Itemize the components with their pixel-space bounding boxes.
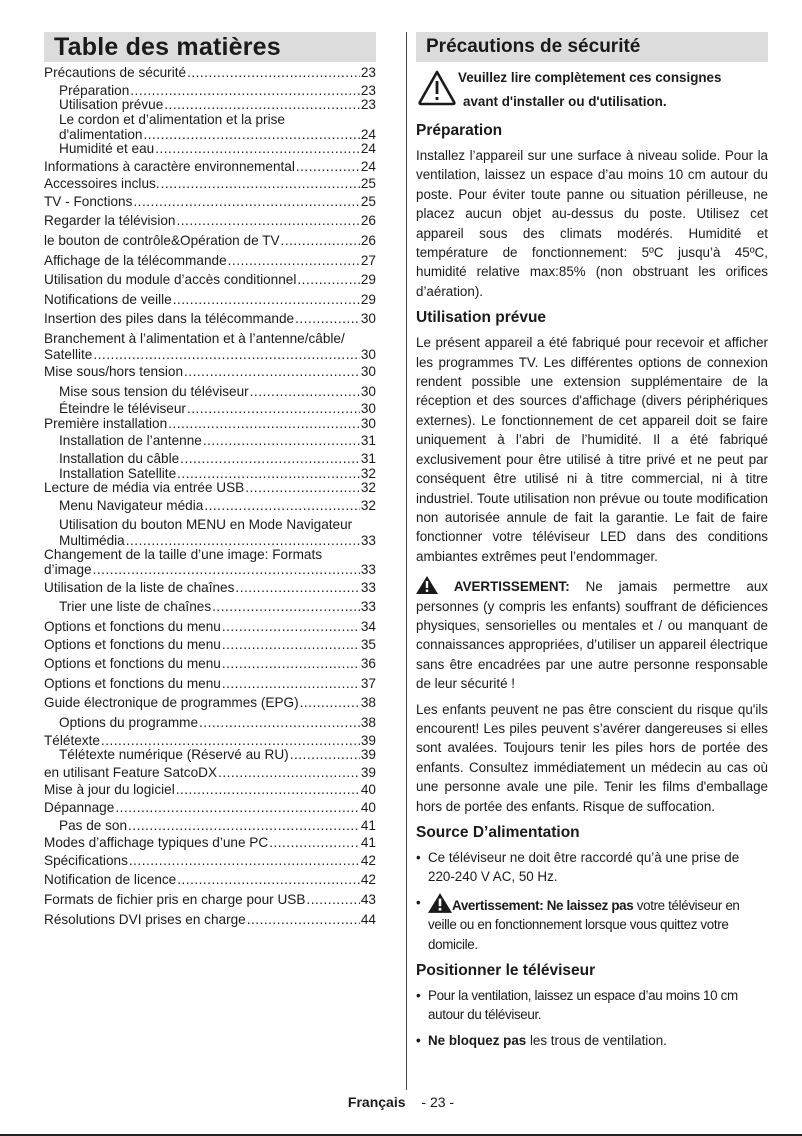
toc-entry-label: Guide électronique de programmes (EPG) (44, 695, 299, 711)
toc-entry[interactable] (44, 293, 376, 307)
toc-entry[interactable] (44, 836, 376, 850)
toc-entry-page: 30 (360, 311, 376, 327)
toc-leader-dots (296, 160, 360, 174)
toc-entry[interactable] (44, 548, 376, 577)
toc-entry[interactable] (44, 657, 376, 671)
positioning-bullet-1-text: Pour la ventilation, laissez un espace d’au moins 10 cm autour du téléviseur. (428, 988, 738, 1023)
warning-paragraph (416, 576, 768, 693)
toc-entry[interactable] (44, 385, 376, 399)
toc-entry[interactable] (44, 677, 376, 691)
toc-entry[interactable] (44, 499, 376, 513)
toc-entry[interactable] (44, 332, 376, 361)
toc-leader-dots (199, 716, 360, 730)
toc-entry-label: en utilisant Feature SatcoDX (44, 764, 218, 780)
intro-line-1: Veuillez lire complètement ces consignes (458, 70, 722, 85)
toc-entry[interactable] (44, 214, 376, 228)
toc-entry-page: 30 (360, 415, 376, 431)
toc-leader-dots (155, 142, 360, 156)
toc-entry-page: 33 (360, 579, 376, 595)
preparation-heading: Préparation (416, 122, 503, 139)
positioning-bullet-2-text: les trous de ventilation. (526, 1032, 667, 1048)
toc-entry-label: Installation de l’antenne (59, 433, 202, 449)
power-source-heading: Source D’alimentation (416, 824, 580, 841)
toc-leader-dots (269, 836, 360, 850)
toc-entry-page: 42 (360, 872, 376, 888)
toc-leader-dots (306, 893, 359, 907)
warning-text: Ne jamais permettre aux personnes (y compris les enfants) souffrant de déficiences physiques, sensorielles ou mentales et / ou manquant de connaissances appropriées, d’utiliser un appareil électrique sans être encadrées par une autre personne responsable de leur sécurité ! (416, 579, 768, 692)
toc-entry-page: 29 (360, 272, 376, 288)
toc-entry-page: 30 (360, 383, 376, 399)
toc-entry[interactable] (44, 873, 376, 887)
table-of-contents (44, 32, 376, 932)
toc-entry-page: 32 (360, 465, 376, 481)
toc-entry-label: Accessoires inclus. (44, 176, 160, 192)
toc-entry-page: 26 (360, 232, 376, 248)
toc-entry-label: Mise sous/hors tension (44, 364, 184, 380)
children-text: Les enfants peuvent ne pas être conscient du risque qu'ils encourent! Les piles peuvent s’avérer dangereuses si elles sont avalées. Toujours tenir les piles hors de portée des enfants. Consultez immédiatement un médecin au cas où une personne avale une pile. Tenir les films d'emballage hors de portée des enfants. Risque de suffocation. (416, 701, 768, 814)
toc-entry[interactable] (44, 417, 376, 431)
toc-leader-dots (222, 620, 360, 634)
toc-entry-page: 25 (360, 176, 376, 192)
toc-entry-page: 39 (360, 732, 376, 748)
toc-entry[interactable] (44, 913, 376, 927)
toc-entry[interactable] (44, 402, 376, 416)
toc-entry-page: 44 (360, 911, 376, 927)
toc-leader-dots (180, 452, 360, 466)
toc-entry-label: Précautions de sécurité (44, 65, 187, 80)
toc-leader-dots (164, 98, 360, 112)
toc-entry-page: 23 (360, 82, 376, 98)
toc-entry-label-line1: Changement de la taille d’une image: Formats (44, 546, 323, 562)
toc-entry-label: Préparation (59, 82, 130, 98)
toc-entry-label: Notifications de veille (44, 291, 172, 307)
toc-entry-label: Menu Navigateur média (59, 497, 204, 513)
toc-leader-dots (93, 348, 360, 362)
toc-leader-dots (187, 402, 360, 416)
toc-leader-dots (173, 293, 360, 307)
toc-entry[interactable] (44, 66, 376, 80)
toc-entry-page: 42 (360, 852, 376, 868)
toc-entry-page: 35 (360, 636, 376, 652)
toc-entry-page: 32 (360, 480, 376, 496)
toc-entry[interactable] (44, 620, 376, 634)
toc-entry-page: 43 (360, 891, 376, 907)
power-bullet-2-text: votre téléviseur en veille ou en fonctionnement lorsque vous quittez votre domicile. (428, 897, 740, 952)
bullet-marker: • (416, 1032, 421, 1048)
toc-leader-dots (130, 84, 360, 98)
toc-entry-page: 38 (360, 714, 376, 730)
toc-entry-page: 41 (360, 835, 376, 851)
toc-entry-label: Options et fonctions du menu (44, 619, 221, 634)
bullet-marker: • (416, 894, 421, 910)
toc-entry-label: Télétexte (44, 732, 100, 748)
toc-entry-label: Spécifications (44, 852, 128, 868)
toc-entry-label: Multimédia (59, 533, 125, 549)
toc-leader-dots (184, 365, 360, 379)
safety-intro (416, 66, 768, 114)
toc-entry[interactable] (44, 312, 376, 326)
toc-entry-page: 24 (360, 140, 376, 156)
toc-entry-page: 25 (360, 193, 376, 209)
footer-language: Français (347, 1094, 406, 1110)
toc-entry-page: 23 (360, 65, 376, 80)
toc-leader-dots (176, 783, 360, 797)
toc-entry[interactable] (44, 638, 376, 652)
toc-entry-label: Dépannage (44, 799, 115, 815)
toc-entry-page: 33 (360, 533, 376, 549)
toc-entry-label: Insertion des piles dans la télécommande (44, 311, 295, 327)
bullet-marker: • (416, 850, 421, 865)
page-footer (0, 1094, 802, 1110)
toc-entry-label: d’image (44, 562, 92, 578)
toc-leader-dots (222, 657, 360, 671)
toc-entry[interactable] (44, 481, 376, 495)
toc-entry-label: Notification de licence (44, 872, 177, 888)
toc-entry-page: 39 (360, 764, 376, 780)
toc-entry-label: Trier une liste de chaînes (59, 599, 212, 615)
toc-leader-dots (187, 66, 360, 80)
toc-entry[interactable] (44, 893, 376, 907)
toc-leader-dots (143, 128, 359, 142)
toc-entry-page: 40 (360, 782, 376, 798)
toc-entry-label: Pas de son (59, 817, 128, 833)
toc-entry-label: Modes d’affichage typiques d’une PC (44, 835, 269, 851)
toc-leader-dots (281, 234, 360, 248)
toc-leader-dots (177, 873, 360, 887)
toc-entry-label: Options et fonctions du menu (44, 675, 221, 691)
toc-entry-label: Options et fonctions du menu (44, 636, 221, 652)
toc-entry-label: Première installation (44, 415, 168, 431)
toc-entry[interactable] (44, 452, 376, 466)
toc-entry-label: le bouton de contrôle&Opération de TV (44, 232, 280, 248)
toc-entry-label: Utilisation de la liste de chaînes (44, 579, 235, 595)
toc-entry-page: 24 (360, 158, 376, 174)
toc-leader-dots (176, 214, 359, 228)
toc-entry[interactable] (44, 801, 376, 815)
toc-entry-page: 41 (360, 817, 376, 833)
toc-entry[interactable] (44, 254, 376, 268)
toc-entry[interactable] (44, 84, 376, 98)
toc-entry-page: 36 (360, 656, 376, 672)
toc-entry[interactable] (44, 518, 376, 547)
preparation-text: Installez l’appareil sur une surface à niveau solide. Pour la ventilation, laissez un espace d’au moins 10 cm autour du poste. Pour éviter toute panne ou situation périlleuse, ne placez aucun objet au-dessus du poste. Utilisez cet appareil sous des climats modérés. Humidité et température de fonctionnement: 5ºC jusqu’à 45ºC, humidité relative max:85% (non obstruant les orifices d’aération). (416, 148, 768, 299)
toc-leader-dots (212, 600, 360, 614)
toc-entry-label: Affichage de la télécommande (44, 252, 227, 268)
positioning-heading: Positionner le téléviseur (416, 962, 596, 980)
toc-entry-page: 32 (360, 497, 376, 513)
toc-entry-page: 24 (360, 127, 376, 143)
toc-entry-label: TV - Fonctions (44, 193, 133, 209)
toc-leader-dots (222, 677, 360, 691)
toc-entry-label-line1: Branchement à l’alimentation et à l’antenne/câble/ (44, 330, 345, 346)
toc-leader-dots (222, 638, 360, 652)
toc-entry[interactable] (44, 98, 376, 112)
power-bullet-1-text: Ce téléviseur ne doit être raccordé qu’à une prise de 220-240 V AC, 50 Hz. (428, 850, 740, 885)
toc-leader-dots (115, 801, 360, 815)
toc-entry[interactable] (44, 365, 376, 379)
toc-leader-dots (247, 913, 360, 927)
toc-title: Table des matières (54, 32, 281, 61)
positioning-bullet-1 (416, 986, 768, 1025)
toc-entry-page: 27 (360, 252, 376, 268)
toc-entry-label: Satellite (44, 346, 93, 362)
toc-leader-dots (93, 563, 360, 577)
column-divider (406, 32, 407, 1090)
intended-use-text: Le présent appareil a été fabriqué pour recevoir et afficher les programmes TV. Les différentes options de connexion rendent possible une extension supplémentaire de la réception et des sources d'affichage (divers périphériques externes). Le fonctionnement de cet appareil doit se faire uniquement à l’abri de l’humidité. Il a été fabriqué exclusivement pour être utilisé à titre privé et ne peut par conséquent être utilisé ni à titre commercial, ni à titre industriel. Toute utilisation non prévue ou toute modification non autorisée annule de fait la garantie. Le fait de faire fonctionner votre téléviseur LED dans des conditions ambiantes extrêmes peut l’endommager. (416, 335, 768, 564)
toc-entry-page: 33 (360, 599, 376, 615)
toc-entry-page: 29 (360, 291, 376, 307)
toc-entry-page: 31 (360, 433, 376, 449)
toc-entry-page: 30 (360, 346, 376, 362)
footer-page-number: - 23 - (421, 1094, 455, 1110)
toc-entry-label: Formats de fichier pris en charge pour USB (44, 891, 306, 907)
toc-entry[interactable] (44, 748, 376, 762)
toc-entry[interactable] (44, 581, 376, 595)
toc-leader-dots (161, 177, 360, 191)
toc-entry[interactable] (44, 160, 376, 174)
power-bullet-1 (416, 848, 768, 887)
toc-entry-page: 23 (360, 97, 376, 113)
toc-entry[interactable] (44, 467, 376, 481)
toc-entry-label: Informations à caractère environnemental (44, 158, 295, 174)
toc-leader-dots (250, 385, 360, 399)
toc-entry-label: Installation Satellite (59, 465, 177, 481)
toc-leader-dots (203, 434, 360, 448)
toc-entry[interactable] (44, 113, 376, 142)
toc-entry-label: d'alimentation (59, 127, 143, 143)
warning-solid-icon (416, 576, 438, 594)
toc-entry[interactable] (44, 195, 376, 209)
toc-leader-dots (300, 696, 360, 710)
toc-entry-page: 37 (360, 675, 376, 691)
toc-leader-dots (297, 273, 359, 287)
intro-line-2: avant d'installer ou d'utilisation. (463, 94, 667, 109)
warning-outline-icon (416, 68, 458, 108)
toc-leader-dots (295, 312, 360, 326)
toc-title-bar (44, 32, 376, 62)
toc-leader-dots (128, 819, 360, 833)
toc-entry[interactable] (44, 142, 376, 156)
toc-leader-dots (129, 854, 360, 868)
toc-entry-label: Éteindre le téléviseur (59, 401, 186, 417)
toc-entry[interactable] (44, 177, 376, 191)
toc-entry-page: 40 (360, 799, 376, 815)
toc-entry-label: Options et fonctions du menu (44, 656, 221, 672)
toc-entry-label: Options du programme (59, 714, 199, 730)
toc-leader-dots (133, 195, 359, 209)
toc-entry[interactable] (44, 783, 376, 797)
toc-entry-label: Regarder la télévision (44, 213, 176, 229)
safety-title-bar (416, 32, 768, 62)
power-bullet-2 (416, 893, 768, 954)
toc-entry-label: Lecture de média via entrée USB (44, 480, 245, 496)
toc-entry-page: 26 (360, 213, 376, 229)
toc-entry[interactable] (44, 734, 376, 748)
safety-title: Précautions de sécurité (426, 36, 641, 57)
toc-entry-label: Humidité et eau (59, 140, 155, 156)
positioning-bullet-2-bold: Ne bloquez pas (428, 1032, 527, 1048)
toc-list (44, 66, 376, 926)
toc-entry[interactable] (44, 716, 376, 730)
toc-entry-page: 31 (360, 451, 376, 467)
toc-entry-page: 30 (360, 364, 376, 380)
bullet-marker: • (416, 988, 421, 1004)
toc-leader-dots (290, 748, 360, 762)
toc-leader-dots (126, 534, 360, 548)
intended-use-heading: Utilisation prévue (416, 309, 547, 327)
toc-entry-label: Utilisation prévue (59, 97, 164, 113)
toc-leader-dots (228, 254, 360, 268)
toc-entry[interactable] (44, 273, 376, 287)
toc-entry[interactable] (44, 819, 376, 833)
toc-entry-label-line1: Utilisation du bouton MENU en Mode Navigateur (59, 517, 353, 533)
toc-entry[interactable] (44, 766, 376, 780)
warning-solid-icon (428, 893, 452, 913)
toc-entry[interactable] (44, 696, 376, 710)
positioning-bullet-2 (416, 1031, 768, 1050)
toc-leader-dots (245, 481, 360, 495)
toc-entry-label: Installation du câble (59, 451, 180, 467)
toc-entry-page: 30 (360, 401, 376, 417)
toc-entry-label: Télétexte numérique (Réservé au RU) (59, 747, 289, 763)
toc-entry-page: 33 (360, 562, 376, 578)
toc-leader-dots (218, 766, 360, 780)
toc-leader-dots (101, 734, 360, 748)
toc-leader-dots (204, 499, 360, 513)
warning-label: AVERTISSEMENT: (453, 579, 570, 595)
toc-entry-label: Utilisation du module d’accès conditionnel (44, 272, 297, 288)
toc-entry-label: Mise sous tension du téléviseur (59, 383, 249, 399)
toc-entry-page: 34 (360, 619, 376, 634)
toc-entry-label: Mise à jour du logiciel (44, 782, 175, 798)
toc-entry[interactable] (44, 234, 376, 248)
toc-leader-dots (177, 467, 360, 481)
power-bullet-2-bold: Avertissement: Ne laissez pas (452, 897, 634, 913)
toc-entry[interactable] (44, 434, 376, 448)
toc-entry-page: 38 (360, 695, 376, 711)
toc-leader-dots (168, 417, 360, 431)
toc-entry-page: 39 (360, 747, 376, 763)
toc-entry-label-line1: Le cordon et d’alimentation et la prise (59, 111, 285, 127)
toc-leader-dots (235, 581, 359, 595)
safety-section (416, 32, 768, 1056)
toc-entry[interactable] (44, 854, 376, 868)
toc-entry-label: Résolutions DVI prises en charge (44, 911, 246, 927)
toc-entry[interactable] (44, 600, 376, 614)
